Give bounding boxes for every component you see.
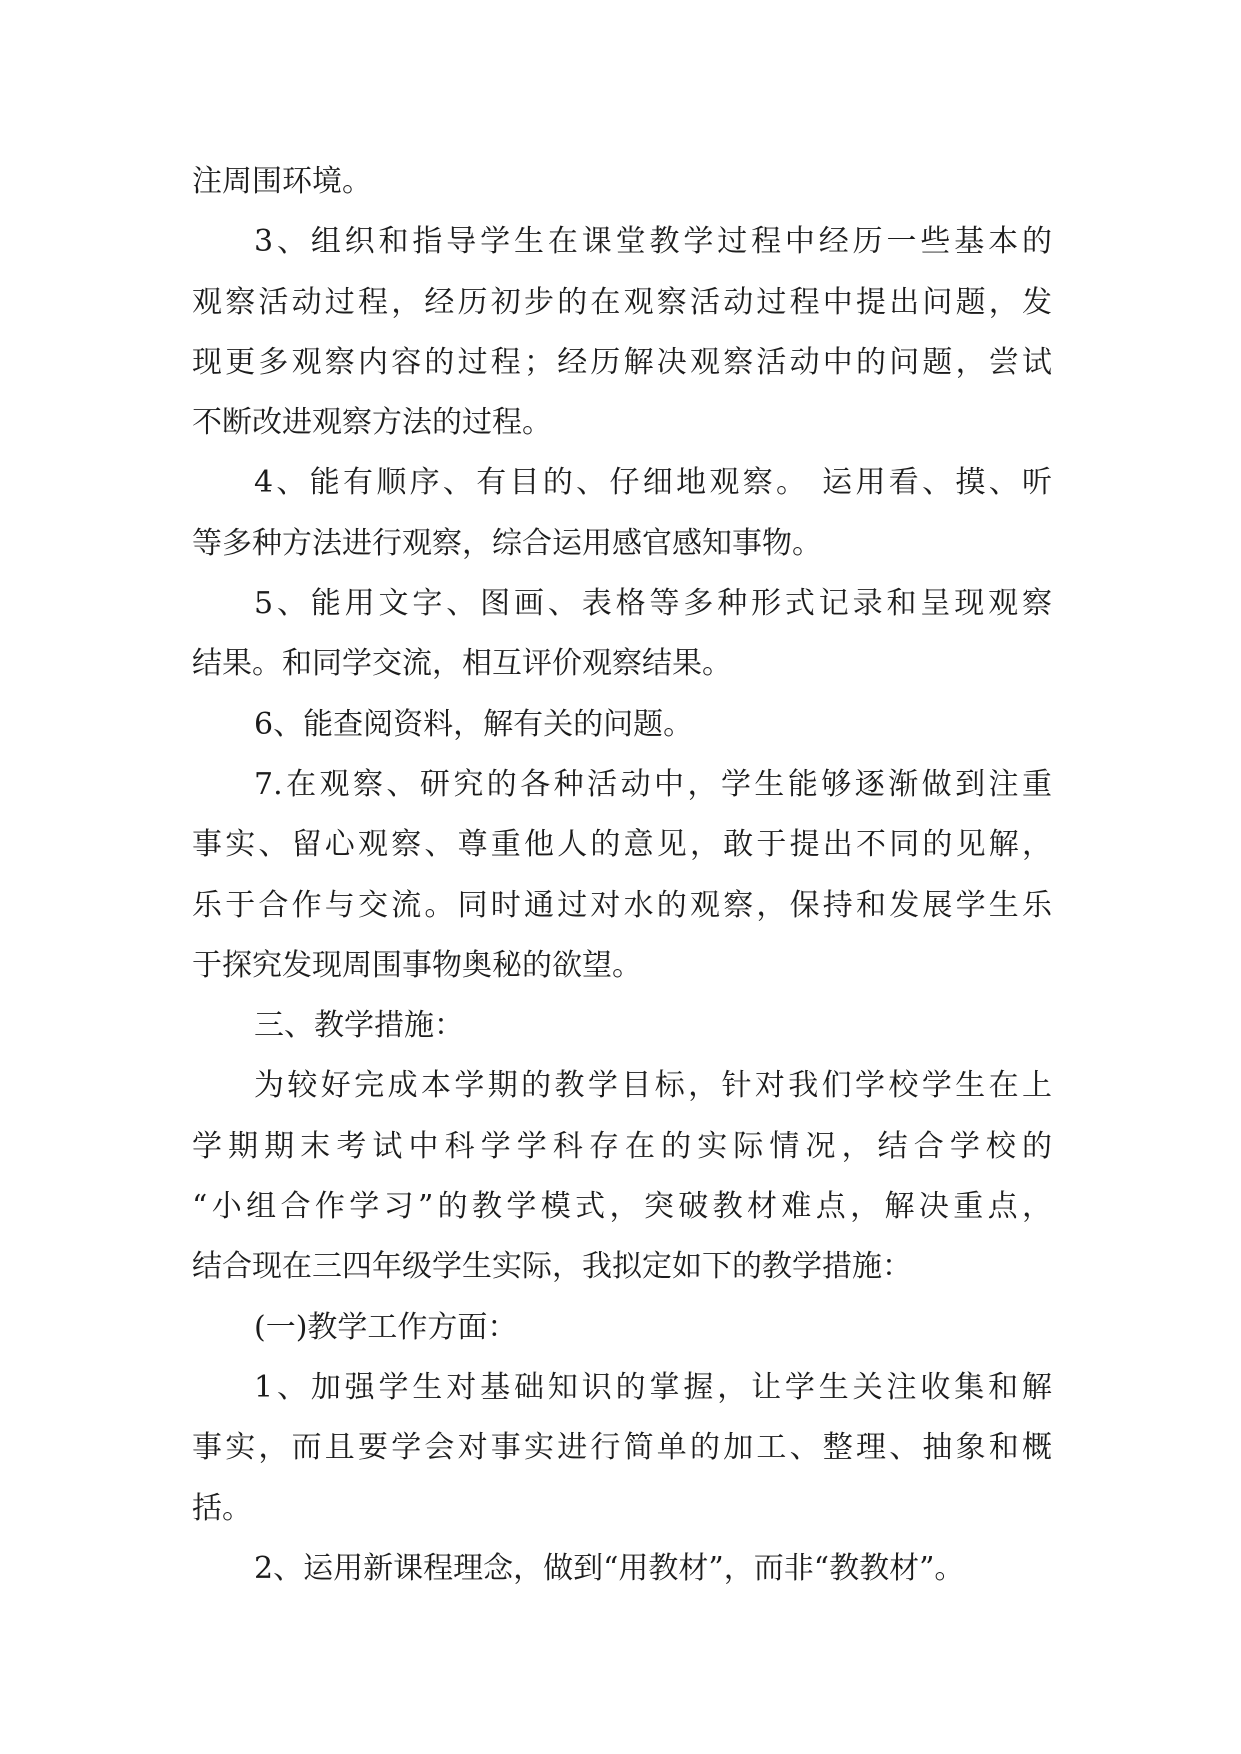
text-line: 等多种方法进行观察，综合运用感官感知事物。 [192, 525, 822, 561]
text-line: 6、能查阅资料，解有关的问题。 [254, 706, 694, 742]
text-line: 观察活动过程，经历初步的在观察活动过程中提出问题，发 [192, 284, 1052, 320]
text-line: 注周围环境。 [192, 164, 372, 199]
text-line: 事实，而且要学会对事实进行简单的加工、整理、抽象和概 [192, 1430, 1052, 1466]
text-line: 5、能用文字、图画、表格等多种形式记录和呈现观察 [254, 586, 1052, 622]
text-line: “小组合作学习”的教学模式，突破教材难点，解决重点， [192, 1189, 1052, 1225]
subsection-heading: (一)教学工作方面： [254, 1309, 518, 1345]
text-line: 于探究发现周围事物奥秘的欲望。 [192, 947, 642, 983]
text-line: 事实、留心观察、尊重他人的意见，敢于提出不同的见解， [192, 827, 1052, 863]
text-line: 不断改进观察方法的过程。 [192, 405, 552, 441]
document-body [192, 152, 1052, 1599]
text-line: 2、运用新课程理念，做到“用教材”，而非“教教材”。 [254, 1550, 965, 1586]
text-line: 4、能有顺序、有目的、仔细地观察。 运用看、摸、听 [254, 465, 1052, 501]
text-line: 括。 [192, 1490, 252, 1526]
text-line: 3、组织和指导学生在课堂教学过程中经历一些基本的 [254, 224, 1052, 260]
text-line: 现更多观察内容的过程；经历解决观察活动中的问题，尝试 [192, 344, 1052, 380]
text-line: 1、加强学生对基础知识的掌握，让学生关注收集和解 [254, 1369, 1052, 1405]
text-line: 结果。和同学交流，相互评价观察结果。 [192, 646, 732, 682]
text-line: 结合现在三四年级学生实际，我拟定如下的教学措施： [192, 1249, 912, 1285]
text-line: 7.在观察、研究的各种活动中，学生能够逐渐做到注重 [254, 766, 1052, 802]
text-line: 乐于合作与交流。同时通过对水的观察，保持和发展学生乐 [192, 887, 1052, 923]
text-line: 学期期末考试中科学学科存在的实际情况，结合学校的 [192, 1128, 1052, 1164]
text-line: 为较好完成本学期的教学目标，针对我们学校学生在上 [254, 1068, 1052, 1104]
section-heading: 三、教学措施： [254, 1008, 464, 1044]
